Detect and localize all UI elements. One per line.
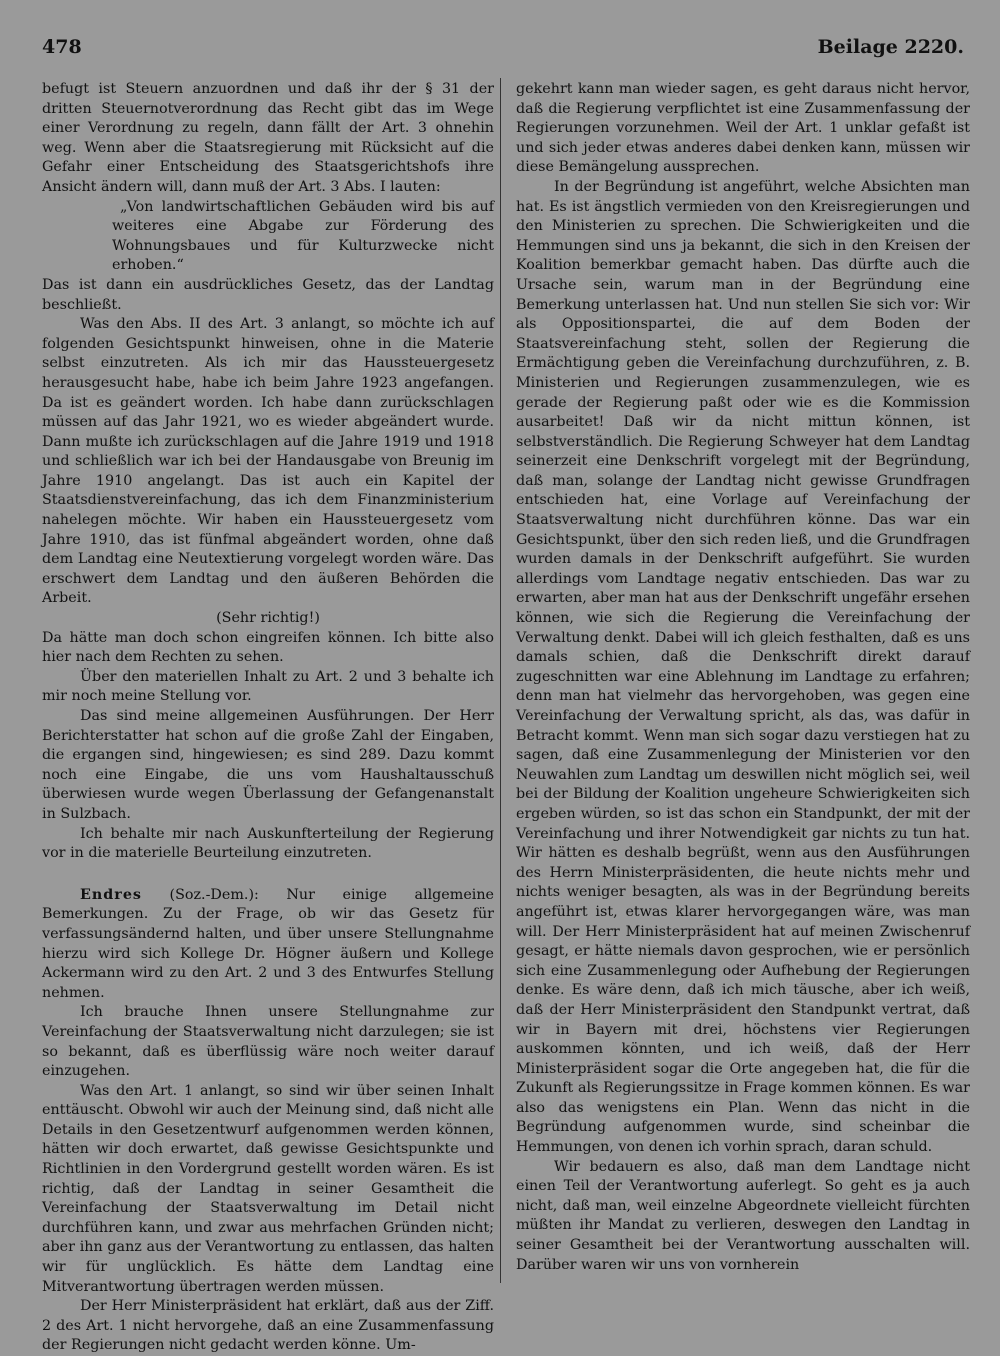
right-column [516,80,970,1275]
paragraph: Ich brauche Ihnen unsere Stellungnahme zur Vereinfachung der Staatsverwaltung nicht darzulegen; sie ist so bekannt, daß es überflüssig wäre noch weiter darauf einzugehen. [42,1004,494,1080]
paragraph: befugt ist Steuern anzuordnen und daß ihr der § 31 der dritten Steuernotverordnung das Recht gibt das im Wege einer Verordnung zu regeln, dann fällt der Art. 3 ohnehin weg. Wenn aber die Staatsregierung mit Rücksicht auf die Gefahr einer Entscheidung des Staatsgerichtshofs ihre Ansicht ändern will, dann muß der Art. 3 Abs. I lauten: [42,81,494,195]
interjection: (Sehr richtig!) [216,610,320,627]
paragraph: Ich behalte mir nach Auskunfterteilung der Regierung vor in die materielle Beurteilung einzutreten. [42,825,494,862]
paragraph: Da hätte man doch schon eingreifen können. Ich bitte also hier nach dem Rechten zu sehen. [42,629,494,666]
left-column [42,80,494,1356]
paragraph: Das sind meine allgemeinen Ausführungen. Der Herr Berichterstatter hat schon auf die große Zahl der Eingaben, die ergangen sind, hingewiesen; es sind 289. Dazu kommt noch eine Eingabe, die uns vom Haushaltausschuß überwiesen wurde wegen Überlassung der Gefangenanstalt in Sulzbach. [42,708,494,822]
speaker-name: Endres [80,886,142,903]
paragraph: gekehrt kann man wieder sagen, es geht daraus nicht hervor, daß die Regierung verpflichtet ist eine Zusammenfassung der Regierungen vorzunehmen. Weil der Art. 1 unklar gefaßt ist und sich jeder etwas anderes dabei denken kann, müssen wir diese Bemängelung aussprechen. [516,81,970,176]
paragraph: Was den Art. 1 anlangt, so sind wir über seinen Inhalt enttäuscht. Obwohl wir auch der Meinung sind, daß nicht alle Details in den Gesetzentwurf aufgenommen werden können, hätten wir doch erwartet, daß gewisse Gesichtspunkte und Richtlinien in den Vordergrund gestellt worden wären. Es ist richtig, daß der Landtag in seiner Gesamtheit die Vereinfachung der Staatsverwaltung im Detail nicht durchführen kann, und zwar aus mehrfachen Gründen nicht; aber ihn ganz aus der Verantwortung zu entlassen, das halten wir für unglücklich. Es hätte dem Landtag eine Mitverantwortung übertragen werden müssen. [42,1082,494,1295]
speaker-party: (Soz.-Dem.): [169,886,259,903]
paragraph: Wir bedauern es also, daß man dem Landtage nicht einen Teil der Verantwortung auferlegt. So geht es ja auch nicht, daß man, weil einzelne Abgeordnete vielleicht fürchten müßten ihr Mandat zu verlieren, deswegen den Landtag in seiner Gesamtheit bei der Verantwortung ausschalten will. Darüber waren wir uns von vornherein [516,1158,970,1273]
speech-start [42,886,494,1004]
paragraph: Was den Abs. II des Art. 3 anlangt, so möchte ich auf folgenden Gesichtspunkt hinweisen, ohne in die Materie selbst einzutreten. Als ich mir das Haussteuergesetz herausgesucht habe, habe ich beim Jahre 1923 angefangen. Da ist es geändert worden. Ich habe dann zurückschlagen müssen auf das Jahr 1921, wo es wieder abgeändert wurde. Dann mußte ich zurückschlagen auf die Jahre 1919 und 1918 und schließlich war ich bei der Handausgabe von Breunig im Jahre 1910 angelangt. Das ist auch ein Kapitel der Staatsdienstvereinfachung, das ich dem Finanzministerium nahelegen möchte. Wir haben ein Haussteuergesetz vom Jahre 1910, das ist fünfmal abgeändert worden, ohne daß dem Landtag eine Neutextierung vorgelegt worden wäre. Das erschwert dem Landtag und den äußeren Behörden die Arbeit. [42,316,494,607]
paragraph: In der Begründung ist angeführt, welche Absichten man hat. Es ist ängstlich vermieden von den Kreisregierungen und den Ministerien zu sprechen. Die Schwierigkeiten und die Hemmungen sind uns ja bekannt, die sich in den Kreisen der Koalition bemerkbar gemacht haben. Das dürfte auch die Ursache sein, warum man in der Begründung eine Bemerkung unterlassen hat. Und nun stellen Sie sich vor: Wir als Oppositionspartei, die auf dem Boden der Staatsvereinfachung steht, sollen der Regierung die Ermächtigung geben die Vereinfachung durchzuführen, z. B. Ministerien und Regierungen zusammenzulegen, wie es gerade der Regierung paßt oder wie es die Kommission ausarbeitet! Daß wir da nicht mittun können, ist selbstverständlich. Die Regierung Schweyer hat dem Landtag seinerzeit eine Denkschrift vorgelegt mit der Begründung, daß man, solange der Landtag nicht gewisse Grundfragen entschieden hat, eine Vorlage auf Vereinfachung der Staatsverwaltung nicht durchführen könne. Das war ein Gesichtspunkt, über den sich reden ließ, und die Grundfragen wurden damals in der Denkschrift aufgeführt. Sie wurden allerdings vom Landtage negativ entschieden. Das war zu erwarten, aber man hat aus der Denkschrift ungefähr ersehen können, wie sich die Regierung die Vereinfachung der Verwaltung denkt. Dabei will ich gleich festhalten, daß es uns damals schien, daß die Denkschrift direkt darauf zugeschnitten war eine Ablehnung im Landtage zu erfahren; denn man hat vielmehr das hervorgehoben, was gegen eine Vereinfachung der Verwaltung spricht, als das, was dafür in Betracht kommt. Wenn man sich sogar dazu verstiegen hat zu sagen, daß eine Zusammenlegung der Ministerien vor den Neuwahlen zum Landtag um deswillen nicht möglich sei, weil bei der Bildung der Koalition ungeheure Schwierigkeiten sich ergeben würden, so ist das schon ein Standpunkt, der mit der Vereinfachung und ihrer Notwendigkeit gar nichts zu tun hat. Wir hätten es deshalb begrüßt, wenn aus den Ausführungen des Herrn Ministerpräsidenten, die heute nichts mehr und nichts weniger besagten, als was in der Begründung bereits angeführt ist, etwas klarer hervorgegangen wäre, was man will. Der Herr Ministerpräsident hat auf meinen Zwischenruf gesagt, er hätte niemals davon gesprochen, wie er persönlich sich eine Zusammenlegung oder Aufhebung der Regierungen denke. Es wäre denn, daß ich mich täusche, aber ich weiß, daß der Herr Ministerpräsident den Standpunkt vertrat, daß wir in Bayern mit drei, höchstens vier Regierungen auskommen könnten, und ich weiß, daß der Herr Ministerpräsident sogar die Orte angegeben hat, die für die Zukunft als Regierungssitze in Frage kommen können. Es war also das wenigstens ein Plan. Wenn das nicht in die Begründung aufgenommen wurde, sind scheinbar die Hemmungen, von denen ich vorhin sprach, daran schuld. [516,178,970,1156]
block-quote: „Von landwirtschaftlichen Gebäuden wird bis auf weiteres eine Abgabe zur Förderung des Wohnungsbaues und für Kulturzwecke nicht erhoben.“ [112,198,494,274]
page-header [42,36,964,66]
paragraph: Das ist dann ein ausdrückliches Gesetz, das der Landtag beschließt. [42,276,494,313]
column-divider [500,78,501,1283]
paragraph: Der Herr Ministerpräsident hat erklärt, daß aus der Ziff. 2 des Art. 1 nicht hervorgehe, daß an eine Zusammenfassung der Regierungen nicht gedacht werden könne. Um- [42,1298,494,1354]
page-number: 478 [42,36,82,58]
page-title: Beilage 2220. [817,36,964,58]
paragraph: Über den materiellen Inhalt zu Art. 2 und 3 behalte ich mir noch meine Stellung vor. [42,668,494,705]
speech-text: Nur einige allgemeine Bemerkungen. Zu der Frage, ob wir das Gesetz für verfassungsändernd halten, und über unsere Stellungnahme hierzu wird sich Kollege Dr. Högner äußern und Kollege Ackermann wird zu den Art. 2 und 3 des Entwurfes Stellung nehmen. [42,886,495,1001]
